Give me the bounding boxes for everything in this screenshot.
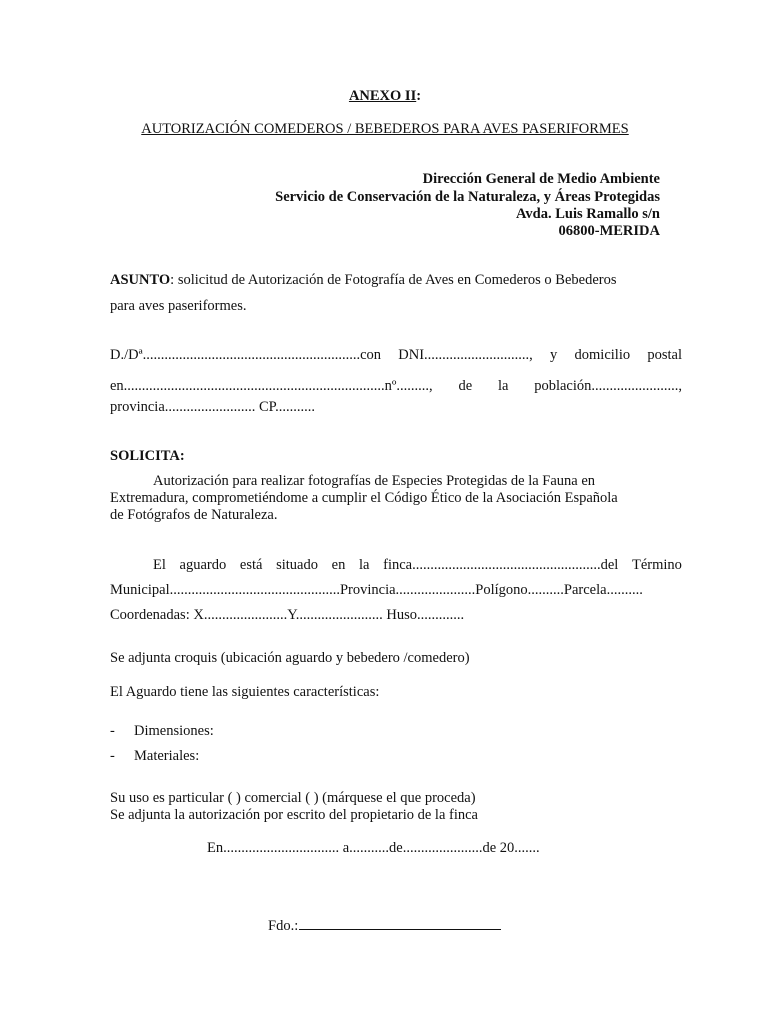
applicant-line-1	[110, 346, 682, 364]
applicant-dni-field[interactable]: DNI.............................,	[398, 347, 533, 363]
word: y	[550, 347, 558, 363]
word: en	[331, 557, 346, 573]
uso-line[interactable]: Su uso es particular ( ) comercial ( ) (márquese el que proceda)	[110, 790, 476, 806]
address-line-3: Avda. Luis Ramallo s/n	[516, 206, 660, 222]
applicant-line-2	[110, 377, 682, 395]
caracteristicas-line: El Aguardo tiene las siguientes características:	[110, 684, 380, 700]
asunto-text-1: : solicitud de Autorización de Fotografía de Aves en Comederos o Bebederos	[170, 272, 617, 288]
word: de	[458, 378, 473, 394]
location-line-2	[110, 581, 682, 599]
croquis-line: Se adjunta croquis (ubicación aguardo y bebedero /comedero)	[110, 650, 470, 666]
asunto-line-1	[110, 271, 616, 289]
annex-title-colon: :	[416, 88, 422, 104]
finca-field[interactable]: finca....................................................del	[383, 557, 619, 573]
date-field[interactable]: En................................ a...........de......................de 20.......	[207, 840, 540, 856]
materiales-field[interactable]: Materiales:	[134, 748, 200, 764]
word: la	[359, 557, 370, 573]
solicita-paragraph-line-2: Extremadura, comprometiéndome a cumplir el Código Ético de la Asociación Española	[110, 490, 618, 506]
word: situado	[276, 557, 318, 573]
signature-field[interactable]	[268, 915, 501, 935]
bullet-dash: -	[110, 748, 115, 764]
applicant-town-field[interactable]: población........................,	[534, 378, 682, 394]
applicant-province-cp-field[interactable]: provincia......................... CP...........	[110, 399, 316, 415]
annex-title	[0, 87, 770, 105]
annex-title-text: ANEXO II	[348, 88, 417, 104]
asunto-line-2: para aves paseriformes.	[110, 298, 247, 314]
bullet-dash: -	[110, 723, 115, 739]
signature-line[interactable]	[299, 915, 501, 930]
document-subtitle: AUTORIZACIÓN COMEDEROS / BEBEDEROS PARA AVES PASERIFORMES	[141, 121, 629, 137]
coordinates-field[interactable]: Coordenadas: X.......................Y........................ Huso.............	[110, 607, 465, 623]
municipal-provincia-poligono-parcela-field[interactable]: Municipal...............................................Provincia......................Polígono..........Parcela..........	[110, 582, 643, 598]
solicita-paragraph-line-3: de Fotógrafos de Naturaleza.	[110, 507, 278, 523]
signature-label: Fdo.:	[268, 918, 299, 934]
solicita-paragraph-line-1: Autorización para realizar fotografías de Especies Protegidas de la Fauna en	[153, 473, 596, 489]
word: está	[239, 557, 263, 573]
address-line-2: Servicio de Conservación de la Naturaleza, y Áreas Protegidas	[275, 189, 660, 205]
applicant-name-field[interactable]: D./Dª............................................................con	[110, 347, 382, 363]
asunto-label: ASUNTO	[110, 272, 171, 288]
solicita-label: SOLICITA:	[110, 448, 185, 464]
address-line-1: Dirección General de Medio Ambiente	[422, 171, 660, 187]
applicant-address-field[interactable]: en........................................................................nº.........,	[110, 378, 433, 394]
propietario-line: Se adjunta la autorización por escrito del propietario de la finca	[110, 807, 478, 823]
word: Término	[631, 557, 682, 573]
word: postal	[647, 347, 682, 363]
word: aguardo	[179, 557, 227, 573]
word: domicilio	[574, 347, 631, 363]
dimensiones-field[interactable]: Dimensiones:	[134, 723, 214, 739]
word: la	[497, 378, 509, 394]
word: El	[153, 557, 166, 573]
location-line-1	[153, 556, 682, 574]
address-line-4: 06800-MERIDA	[558, 223, 660, 239]
